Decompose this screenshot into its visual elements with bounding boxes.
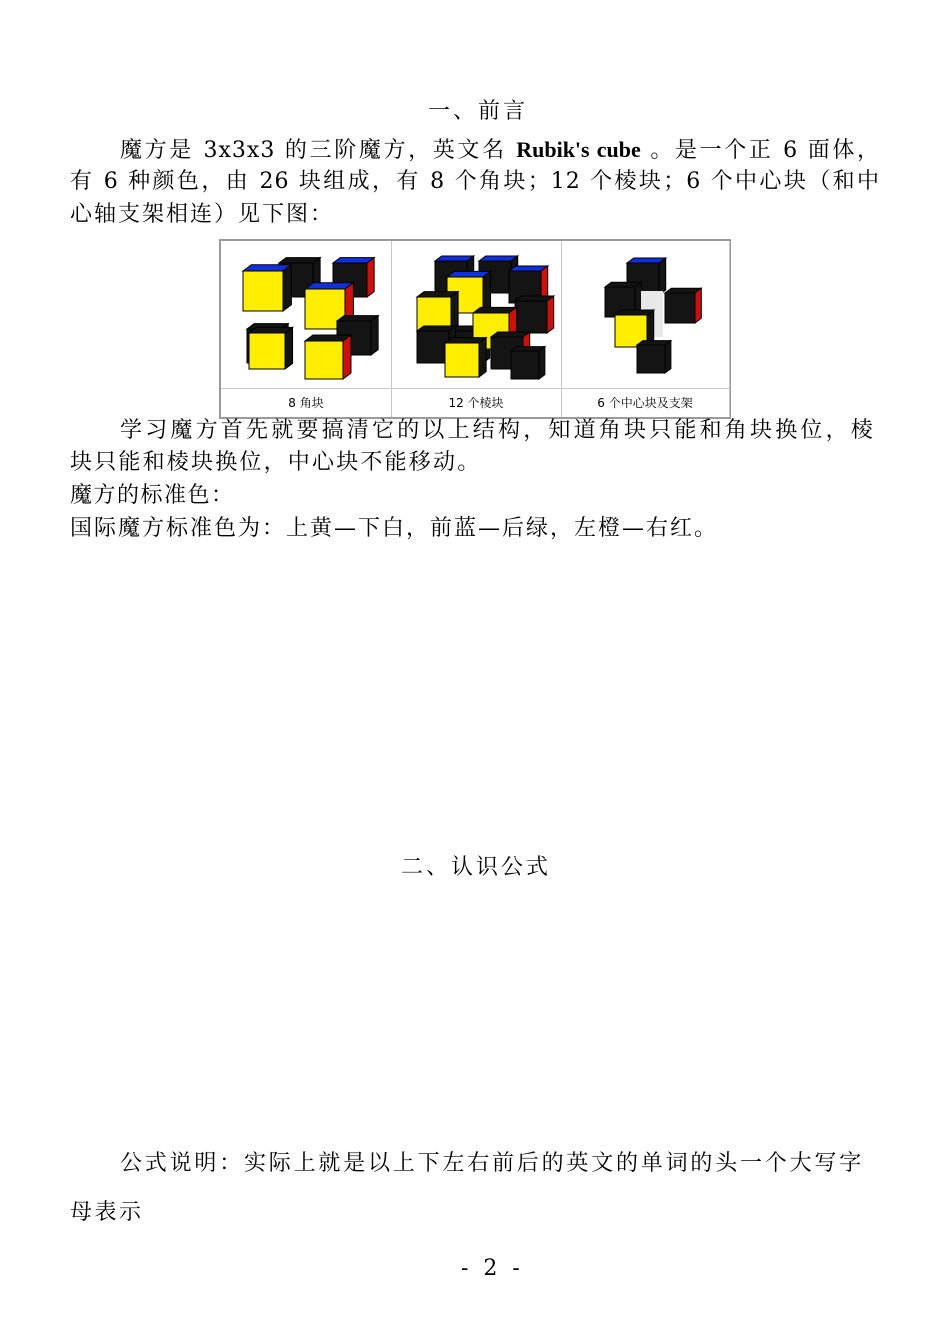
cube-structure-figure	[219, 239, 731, 419]
caption-centers: 6 个中心块及支架	[597, 396, 693, 410]
study-line-2: 块只能和棱块换位，中心块不能移动。	[70, 450, 482, 475]
figure-caption-row	[221, 388, 729, 418]
cubelet-front-face	[417, 331, 449, 363]
preface-english-name: Rubik's cube	[516, 137, 641, 162]
preface-line-1	[120, 134, 880, 167]
cubelet-side-face	[285, 327, 293, 369]
cubelet-front-face	[511, 351, 539, 379]
cubelet-side-face	[367, 258, 374, 297]
cubelet-front-face	[515, 301, 547, 333]
section-title-formula: 二、认识公式	[401, 855, 552, 880]
cubelet-side-face	[483, 271, 491, 313]
edge-blocks-image	[391, 241, 561, 388]
cubelet-front-face	[305, 341, 343, 379]
study-line-1: 学习魔方首先就要搞清它的以上结构，知道角块只能和角块换位，棱	[120, 418, 877, 443]
formula-line-1: 公式说明：实际上就是以上下左右前后的英文的单词的头一个大写字	[120, 1151, 865, 1176]
standard-color-title: 魔方的标准色：	[70, 483, 235, 508]
cubelet-side-face	[547, 296, 554, 333]
center-blocks-image	[561, 241, 729, 388]
caption-edges: 12 个棱块	[448, 396, 504, 410]
cubelet-side-face	[539, 347, 545, 379]
cubelet-front-face	[665, 293, 695, 323]
preface-text-a: 魔方是 3x3x3 的三阶魔方，英文名	[120, 138, 507, 163]
cubelet-front-face	[249, 333, 285, 369]
cubelet-side-face	[695, 288, 701, 323]
cubelet-side-face	[479, 338, 486, 377]
cubelet-side-face	[665, 341, 671, 373]
cubelet-side-face	[371, 316, 378, 355]
standard-color-text: 国际魔方标准色为：上黄—下白，前蓝—后绿，左橙—右红。	[70, 516, 719, 541]
page-number: - 2 -	[461, 1256, 524, 1281]
cubelet-side-face	[659, 258, 666, 295]
cubelet-front-face	[445, 343, 479, 377]
preface-line-3: 心轴支架相连）见下图：	[70, 202, 335, 227]
preface-text-c: 。是一个正 6 面体，	[650, 138, 880, 163]
formula-line-2: 母表示	[70, 1200, 144, 1225]
section-title-preface: 一、前言	[428, 99, 529, 124]
caption-corners: 8 角块	[288, 396, 324, 410]
cubelet-side-face	[343, 335, 351, 379]
cubelet-side-face	[451, 292, 458, 331]
corner-blocks-image	[221, 241, 391, 388]
cubelet-front-face	[243, 271, 283, 311]
cubelet-side-face	[283, 265, 291, 311]
cubelet-front-face	[637, 345, 665, 373]
preface-line-2: 有 6 种颜色，由 26 块组成，有 8 个角块；12 个棱块；6 个中心块（和中	[70, 169, 880, 194]
